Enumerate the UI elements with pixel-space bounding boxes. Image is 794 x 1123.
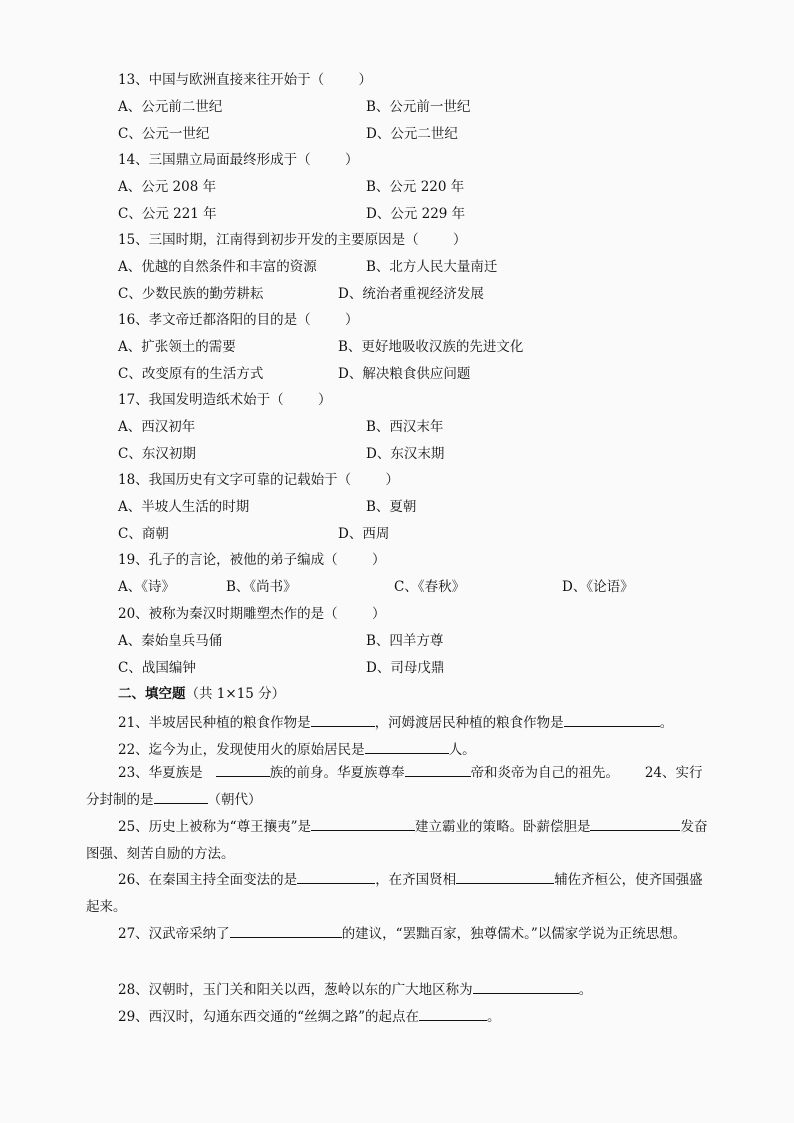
option-19-a: A、《诗》 [118,579,175,595]
answer-blank[interactable] [311,816,415,831]
option-14-a: A、公元 208 年 [118,179,217,195]
option-20-a: A、秦始皇兵马俑 [118,633,223,649]
option-15-c: C、少数民族的勤劳耕耘 [118,286,264,302]
option-13-d: D、公元二世纪 [366,126,458,142]
answer-blank[interactable] [405,762,471,777]
option-19-d: D、《论语》 [562,579,634,595]
q25-text-3: 发奋图强、刻苦自励的方法。 [86,819,708,862]
q21-text-3: 。 [659,715,674,731]
question-19: 19、孔子的言论，被他的弟子编成（ ） [118,552,386,568]
option-18-a: A、半坡人生活的时期 [118,499,250,515]
section-title: 二、填空题 [118,686,186,702]
q26-text-1: 26、在秦国主持全面变法的是 [118,872,298,888]
q28-text-2: 。 [578,982,593,998]
question-14: 14、三国鼎立局面最终形成于（ ） [118,152,359,168]
q24-text-2: （朝代） [207,791,262,808]
answer-blank[interactable] [297,869,375,884]
question-22 [118,739,476,759]
option-16-d: D、解决粮食供应问题 [338,366,471,382]
q25-text-1: 25、历史上被称为“尊王攘夷”是 [118,819,311,835]
option-13-a: A、公元前二世纪 [118,99,223,115]
option-14-c: C、公元 221 年 [118,206,217,222]
option-20-c: C、战国编钟 [118,660,196,676]
question-20: 20、被称为秦汉时期雕塑杰作的是（ ） [118,606,386,622]
option-19-c: C、《春秋》 [394,579,466,595]
question-21 [118,712,673,732]
question-25 [86,814,710,867]
answer-blank[interactable] [419,1006,487,1021]
answer-blank[interactable] [216,762,270,777]
question-26 [86,867,710,920]
option-14-b: B、公元 220 年 [366,179,465,195]
option-17-d: D、东汉末期 [366,446,445,462]
question-17: 17、我国发明造纸术始于（ ） [118,392,332,408]
question-28 [118,979,592,999]
option-18-b: B、夏朝 [366,499,417,515]
q27-text-1: 27、汉武帝采纳了 [118,926,230,942]
q26-text-2: ，在齐国贤相 [375,872,457,888]
q22-text-2: 人。 [448,742,476,758]
option-15-d: D、统治者重视经济发展 [338,286,484,302]
q28-text-1: 28、汉朝时，玉门关和阳关以西，葱岭以东的广大地区称为 [118,982,473,998]
answer-blank[interactable] [154,789,208,804]
question-13: 13、中国与欧洲直接来往开始于（ ） [118,72,373,88]
answer-blank[interactable] [473,979,579,994]
option-18-c: C、商朝 [118,526,169,542]
question-27 [86,921,710,948]
option-15-b: B、北方人民大量南迁 [366,259,498,275]
q23-text-3: 帝和炎帝为自己的祖先。 [470,765,620,781]
answer-blank[interactable] [564,712,660,727]
option-16-b: B、更好地吸收汉族的先进文化 [338,339,524,355]
option-20-b: B、四羊方尊 [366,633,444,649]
answer-blank[interactable] [456,869,554,884]
q27-text-2: 的建议，“罢黜百家，独尊儒术。”以儒家学说为正统思想。 [341,926,687,942]
option-17-c: C、东汉初期 [118,446,196,462]
q25-text-2: 建立霸业的策略。卧薪偿胆是 [414,819,591,835]
question-18: 18、我国历史有文字可靠的记载始于（ ） [118,472,400,488]
question-15: 15、三国时期，江南得到初步开发的主要原因是（ ） [118,232,467,248]
option-17-a: A、西汉初年 [118,419,196,435]
option-13-b: B、公元前一世纪 [366,99,471,115]
q29-text-2: 。 [486,1009,501,1025]
option-16-a: A、扩张领土的需要 [118,339,236,355]
answer-blank[interactable] [590,816,656,831]
q21-text-1: 21、半坡居民种植的粮食作物是 [118,715,311,731]
option-20-d: D、司母戊鼎 [366,660,445,676]
option-16-c: C、改变原有的生活方式 [118,366,264,382]
answer-blank[interactable] [365,739,449,754]
question-16: 16、孝文帝迁都洛阳的目的是（ ） [118,312,359,328]
option-14-d: D、公元 229 年 [366,206,466,222]
q26-text-3: 辅佐齐桓公，使齐国强盛起来。 [86,872,703,915]
option-13-c: C、公元一世纪 [118,126,210,142]
q24-text-1: 24、实行分封制的是 [86,765,703,808]
answer-blank[interactable] [230,923,342,938]
q21-text-2: ，河姆渡居民种植的粮食作物是 [374,715,564,731]
option-17-b: B、西汉末年 [366,419,444,435]
q23-text-1: 23、华夏族是 [118,765,203,781]
question-29 [118,1006,500,1026]
option-15-a: A、优越的自然条件和丰富的资源 [118,259,317,275]
section-score: （共 1×15 分） [185,686,286,702]
option-19-b: B、《尚书》 [226,579,297,595]
answer-blank[interactable] [656,816,680,831]
question-23-24 [86,760,710,813]
option-18-d: D、西周 [338,526,390,542]
q23-text-2: 族的前身。华夏族尊奉 [269,765,405,781]
section-heading [118,685,285,703]
answer-blank[interactable] [311,712,375,727]
q22-text-1: 22、迄今为止，发现使用火的原始居民是 [118,742,365,758]
q29-text-1: 29、西汉时，勾通东西交通的“丝绸之路”的起点在 [118,1009,419,1025]
